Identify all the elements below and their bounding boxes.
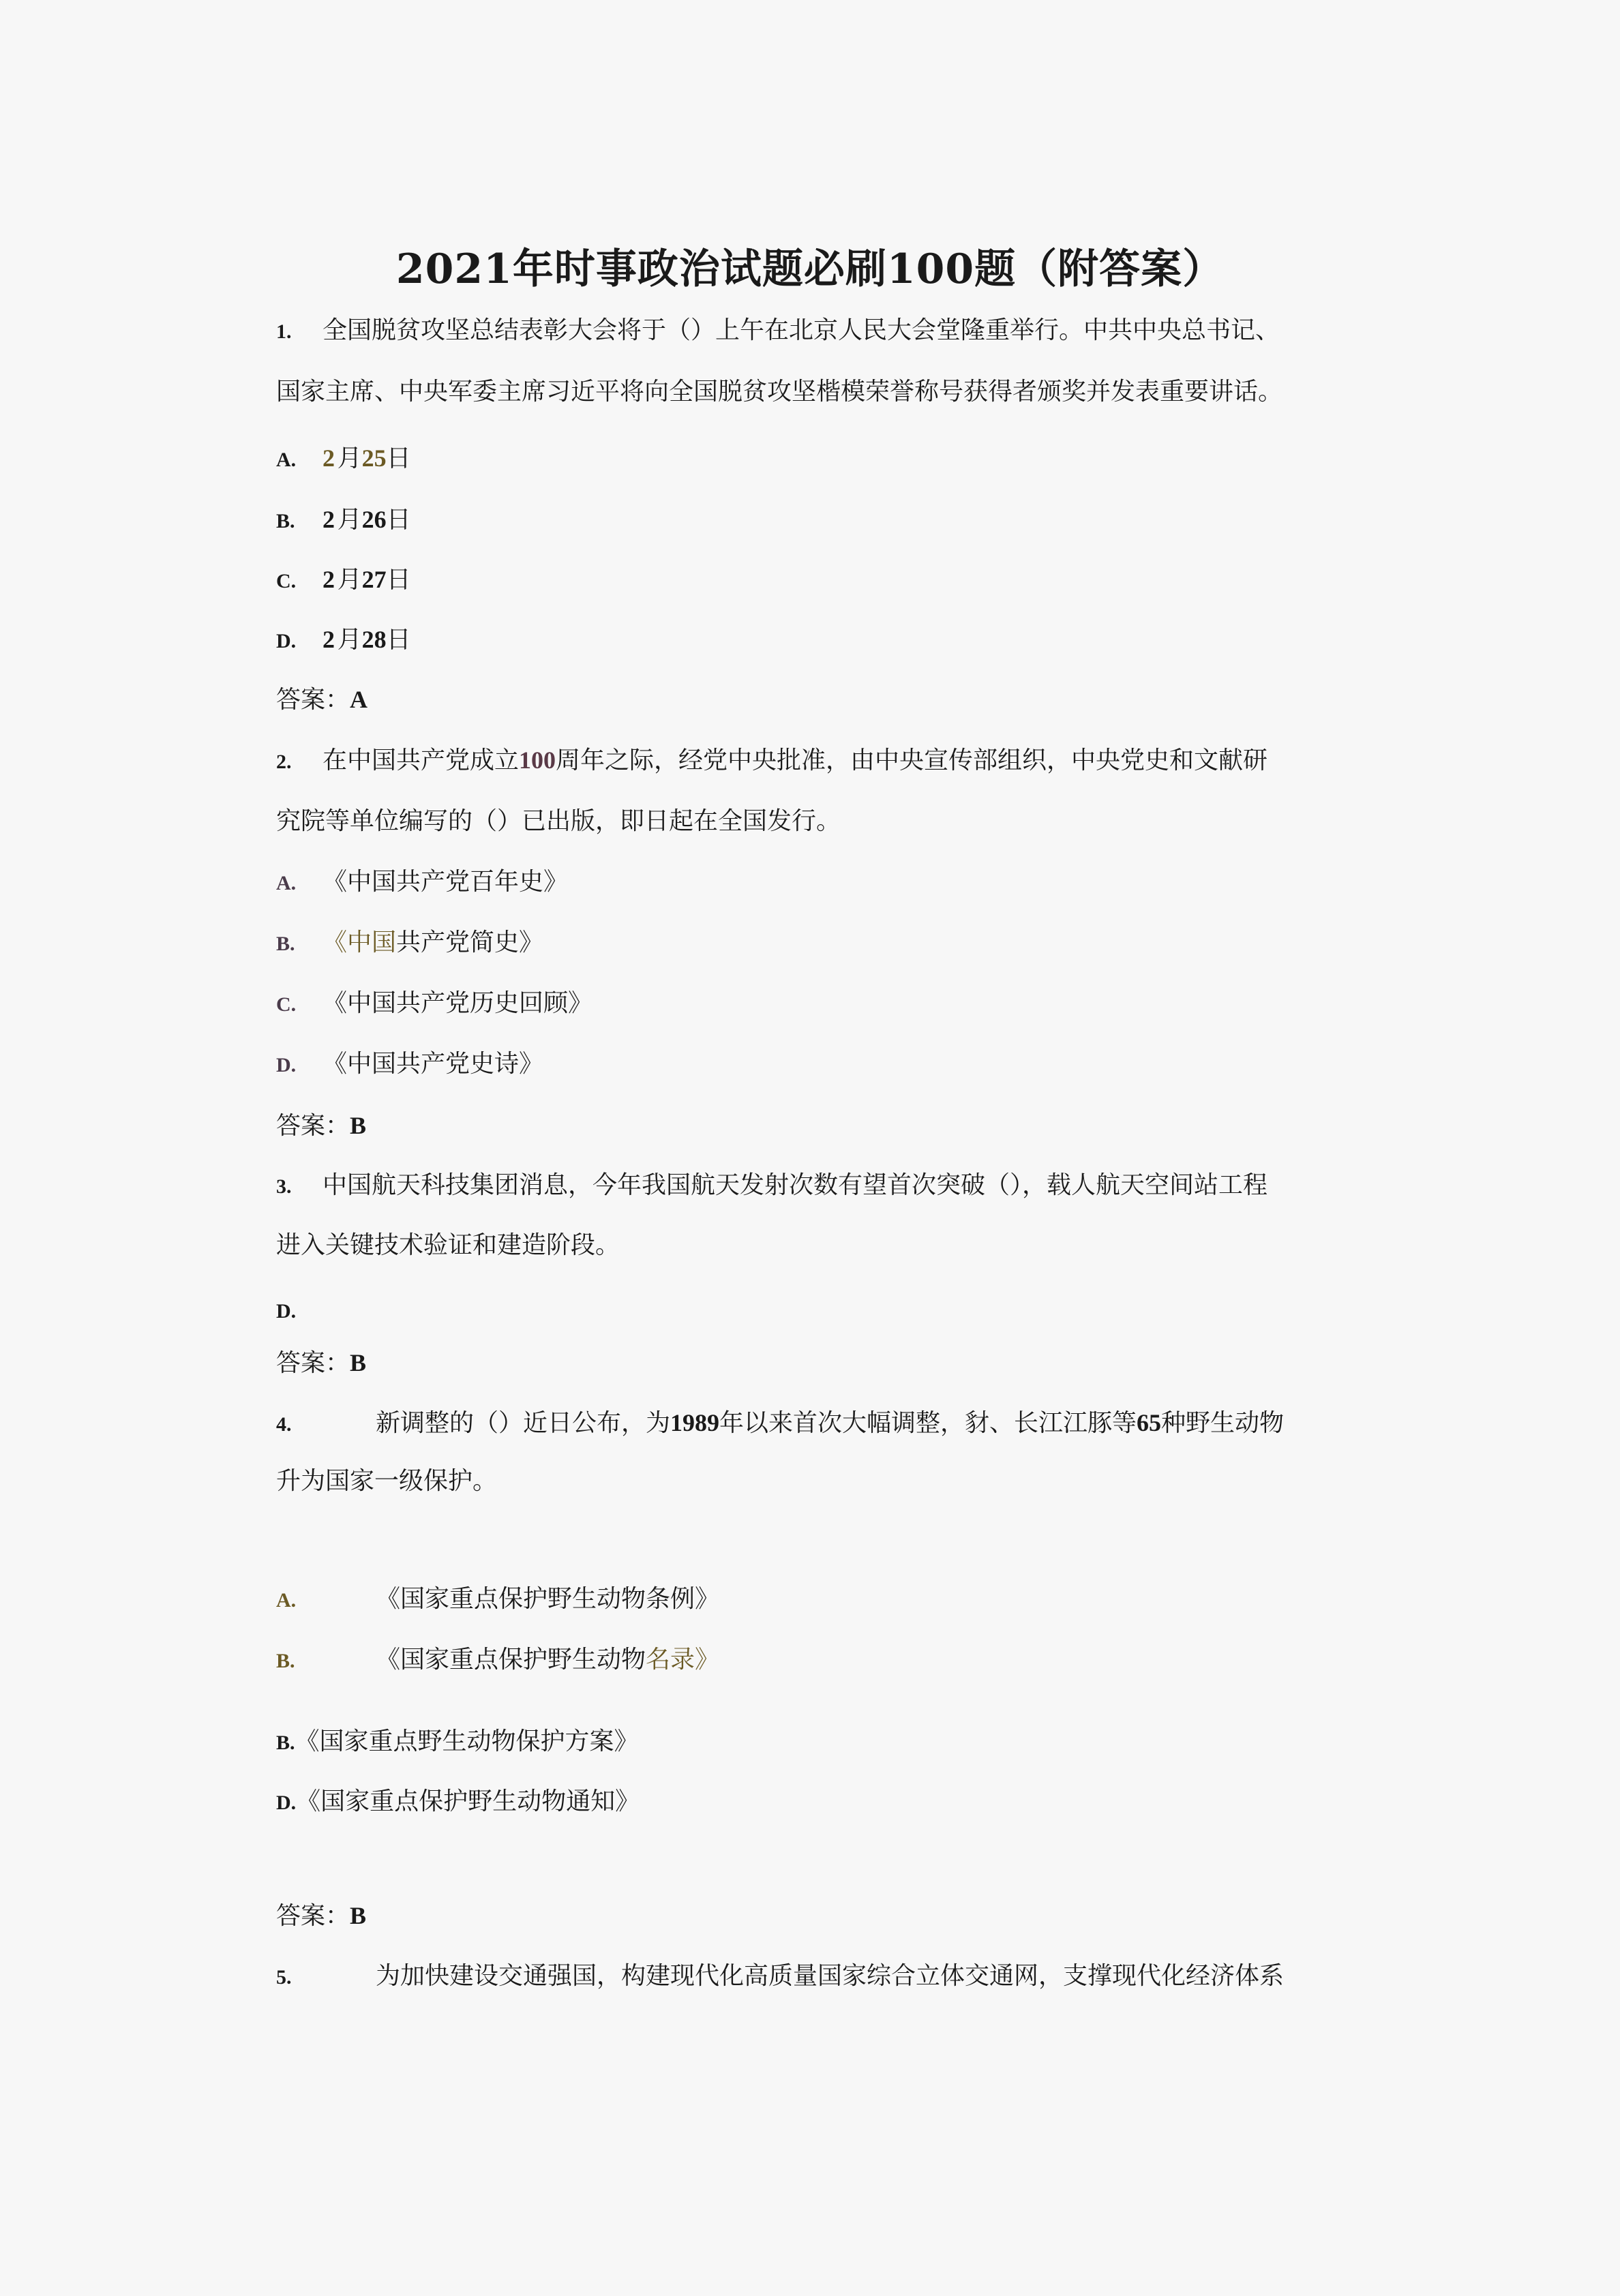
question-5-line-1: 5. 为加快建设交通强国，构建现代化高质量国家综合立体交通网，支撑现代化经济体系 [276,1956,1284,1998]
question-2-option-d: D. 《中国共产党史诗》 [276,1050,544,1078]
question-4-line-1: 4. 新调整的（）近日公布，为1989年以来首次大幅调整，豺、长江江豚等65种野生动物 [276,1402,1284,1445]
page-title: 2021年时事政治试题必刷100题（附答案） [395,245,1225,293]
question-1-option-b: B. 2 月26日 [276,506,411,534]
question-1-line-2 [276,372,1282,412]
question-4-number: 4. [276,1413,292,1436]
question-2-line-2: 究院等单位编写的（）已出版，即日起在全国发行。 [276,807,841,835]
question-3-answer: 答案：B [276,1349,367,1377]
question-2-option-c: C. 《中国共产党历史回顾》 [276,989,593,1017]
question-3-line-1: 3. 中国航天科技集团消息，今年我国航天发射次数有望首次突破（），载人航天空间站工程 [276,1165,1268,1207]
question-2-option-a: A. 《中国共产党百年史》 [276,868,569,896]
question-2-answer: 答案：B [276,1112,367,1140]
question-4-line-2: 升为国家一级保护。 [276,1467,498,1495]
question-4-option-d: D.《国家重点保护野生动物通知》 [276,1787,640,1815]
question-1-text-1: 全国脱贫攻坚总结表彰大会将于（）上午在北京人民大会堂隆重举行。中共中央总书记、 [322,316,1280,344]
question-4-option-b: B. 《国家重点保护野生动物名录》 [276,1646,720,1674]
question-1-line-1 [276,310,1280,352]
question-1-text-2: 国家主席、中央军委主席习近平将向全国脱贫攻坚楷模荣誉称号获得者颁奖并发表重要讲话。 [276,378,1283,406]
question-1-option-a: A. 2 月25日 [276,444,411,472]
question-5-number: 5. [276,1966,292,1989]
question-4-option-b-alt: B.《国家重点野生动物保护方案》 [276,1727,639,1755]
question-1-option-c: C. 2 月27日 [276,566,411,594]
question-3-number: 3. [276,1175,292,1198]
question-1-number: 1. [276,320,292,343]
question-2-number: 2. [276,751,292,773]
question-4-answer: 答案：B [276,1902,367,1930]
question-1-answer: 答案：A [276,686,368,714]
question-3-option-d: D. [276,1300,297,1323]
question-1-option-d: D. 2 月28日 [276,626,411,654]
question-2-line-1: 2. 在中国共产党成立100周年之际，经党中央批准，由中央宣传部组织，中央党史和文献研 [276,740,1268,783]
question-2-option-b: B. 《中国共产党简史》 [276,928,544,956]
question-4-option-a: A. 《国家重点保护野生动物条例》 [276,1585,720,1613]
question-3-line-2: 进入关键技术验证和建造阶段。 [276,1231,620,1259]
